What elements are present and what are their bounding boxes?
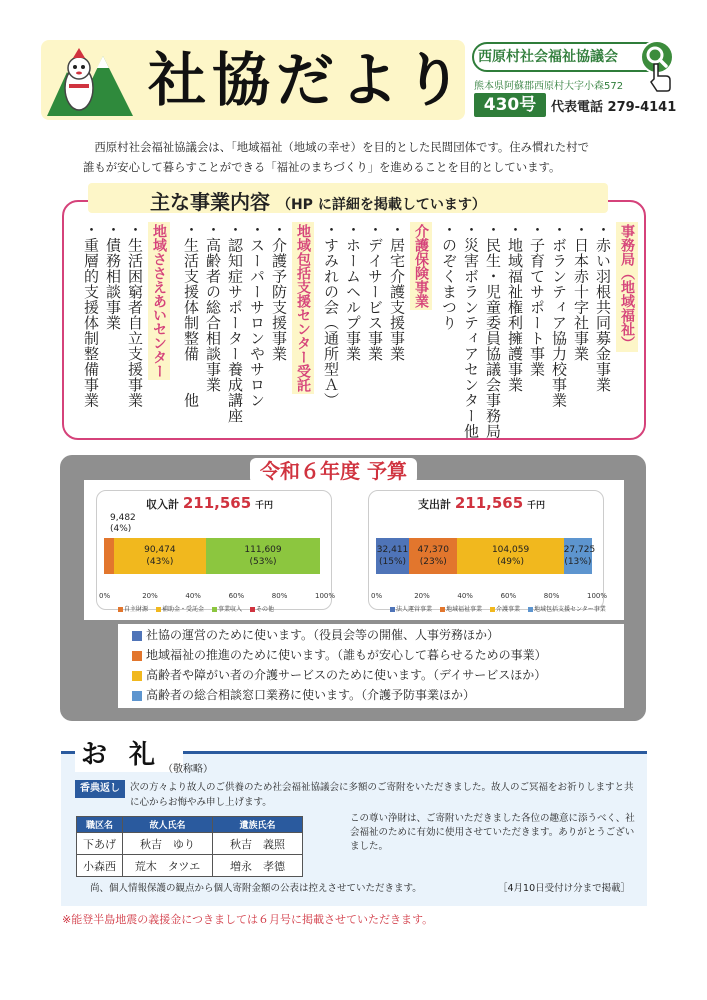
business-item: ・日本赤十字社事業 (572, 222, 590, 362)
legend-swatch (390, 607, 395, 612)
legend-label: 介護事業 (496, 606, 521, 613)
bar-pct-label: (23%) (419, 557, 447, 567)
table-cell: 秋吉 ゆり (123, 833, 213, 855)
business-item: ・地域福祉権利擁護事業 (506, 222, 524, 393)
group-heading-houkatsu: 地域包括支援センター受託 (292, 222, 314, 394)
business-item: ・すみれの会（通所型Ａ） (322, 222, 340, 408)
axis-tick-label: 20% (414, 592, 430, 600)
phone-number (551, 96, 676, 115)
income-total (146, 494, 273, 512)
koden-tag: 香典返し (75, 780, 125, 798)
column-header: 故人氏名 (123, 817, 213, 833)
income-total-value: 211,565 (182, 494, 252, 512)
legend-entry (440, 604, 482, 613)
intro-text (83, 137, 643, 177)
legend-swatch (528, 607, 533, 612)
org-name: 西原村社会福祉協議会 (478, 49, 618, 65)
business-item: ・デイサービス事業 (366, 222, 384, 362)
issue-number: 430号 (474, 93, 546, 117)
business-item: ・生活支援体制整備 他 (182, 222, 200, 408)
legend-label: 法人運営事業 (396, 606, 433, 613)
legend-swatch (118, 607, 123, 612)
legend-label: 地域福祉事業 (446, 606, 483, 613)
date-note: ［4月10日受付け分まで掲載］ (498, 883, 631, 894)
bar-segment (457, 538, 563, 574)
bar-data-label: 27,725 (563, 545, 596, 555)
bar-pct-label: (53%) (249, 557, 277, 567)
legend-label: 地域包括支援センター事業 (534, 606, 606, 613)
business-item: ・災害ボランティアセンター他 (462, 222, 480, 439)
budget-title: 令和６年度 予算 (250, 458, 417, 484)
business-item: ・高齢者の総合相談事業 (204, 222, 222, 393)
usage-text: 高齢者や障がい者の介護サービスのために使います。（デイサービスほか） (146, 668, 547, 682)
privacy-note: 尚、個人情報保護の観点から個人寄附金額の公表は控えさせていただきます。 (90, 883, 422, 894)
income-unit: 千円 (255, 501, 274, 511)
axis-tick-label: 100% (315, 592, 336, 600)
legend-entry (528, 604, 606, 613)
business-item: ・のぞくまつり (440, 222, 458, 331)
intro-line-1: 西原村社会福祉協議会は、「地域福祉（地域の幸せ）を目的とした民間団体です。住み慣れた村で (94, 140, 589, 154)
table-row (77, 855, 303, 877)
legend-label: その他 (256, 606, 275, 613)
table-cell: 増永 孝德 (213, 855, 303, 877)
legend-label: 自主財源 (124, 606, 149, 613)
thanks-side-text: この尊い浄財は、ご寄附いただきました各位の趣意に添うべく、社会福祉のために有効に使用させていただきます。ありがとうございました。 (350, 813, 635, 852)
intro-line-2: 誰もが安心して暮らすことができる「福祉のまちづくり」を進めることを目的としています。 (83, 160, 561, 174)
business-title-main: 主な事業内容 (150, 190, 270, 214)
business-item: ・生活困窮者自立支援事業 (126, 222, 144, 408)
donor-table (76, 816, 303, 877)
bar-data-label: 104,059 (491, 545, 530, 555)
table-cell: 荒木 タツエ (123, 855, 213, 877)
legend-swatch (490, 607, 495, 612)
table-row (77, 833, 303, 855)
expense-label: 支出計 (418, 498, 451, 511)
expense-total (418, 494, 545, 512)
bar-segment (114, 538, 206, 574)
business-item: ・重層的支援体制整備事業 (82, 222, 100, 408)
expense-unit: 千円 (527, 501, 546, 511)
table-cell: 小森西 (77, 855, 123, 877)
business-item: ・ボランティア協力校事業 (550, 222, 568, 408)
business-item: ・債務相談事業 (104, 222, 122, 331)
bar-data-label: 111,609 (244, 545, 282, 555)
usage-swatch (132, 651, 142, 661)
axis-tick-label: 0% (371, 592, 383, 600)
business-item: ・ホームヘルプ事業 (344, 222, 362, 362)
legend-swatch (156, 607, 161, 612)
business-item: ・居宅介護支援事業 (388, 222, 406, 362)
bar-data-label: 9,482 (110, 513, 136, 523)
bar-data-label: 90,474 (144, 545, 176, 555)
org-address: 熊本県阿蘇郡西原村大字小森572 (474, 81, 624, 92)
legend-swatch (212, 607, 217, 612)
axis-tick-label: 80% (271, 592, 288, 600)
legend-swatch (250, 607, 255, 612)
legend-entry (118, 604, 148, 613)
usage-text: 高齢者の総合相談窓口業務に使います。（介護予防事業ほか） (146, 688, 476, 702)
bar-data-label: 32,411 (376, 545, 409, 555)
axis-tick-label: 40% (185, 592, 201, 600)
footer-note: ※能登半島地震の義援金につきましては６月号に掲載させていただきます。 (62, 913, 434, 926)
business-item: ・民生・児童委員協議会事務局 (484, 222, 502, 439)
usage-swatch (132, 691, 142, 701)
business-item: ・スーパーサロンやサロン (248, 222, 266, 408)
axis-tick-label: 0% (99, 592, 111, 600)
axis-tick-label: 80% (543, 592, 560, 600)
bar-pct-label: (13%) (564, 557, 592, 567)
axis-tick-label: 60% (500, 592, 517, 600)
group-heading-jimukyoku: 事務局（地域福祉） (616, 222, 638, 352)
legend-label: 事業収入 (218, 606, 243, 613)
mascot-mountain-icon (45, 42, 135, 118)
bar-segment (409, 538, 457, 574)
group-heading-kaigo: 介護保険事業 (410, 222, 432, 310)
legend-entry (250, 604, 274, 613)
business-item: ・子育てサポート事業 (528, 222, 546, 377)
legend-label: 補助金・受託金 (162, 606, 205, 613)
legend-entry (212, 604, 242, 613)
axis-tick-label: 40% (457, 592, 473, 600)
thanks-text: 次の方々より故人のご供養のため社会福祉協議会に多額のご寄附をいただきました。故人のご冥福をお祈りしますと共に心からお悔やみ申し上げます。 (130, 782, 634, 808)
business-item: ・介護予防支援事業 (270, 222, 288, 362)
axis-tick-label: 100% (587, 592, 608, 600)
thanks-honorific-note: （敬称略） (163, 764, 213, 775)
legend-entry (390, 604, 432, 613)
thanks-heading: お礼 (75, 738, 183, 772)
usage-item (132, 666, 612, 684)
bar-pct-label: (43%) (146, 557, 174, 567)
bar-segment (563, 538, 596, 574)
table-cell: 下あげ (77, 833, 123, 855)
group-heading-sasaeai: 地域ささえあいセンター (148, 222, 170, 380)
business-title (150, 186, 486, 215)
usage-item (132, 626, 612, 644)
bar-pct-label: (4%) (110, 524, 132, 534)
bar-segment (104, 513, 136, 574)
table-header-row (77, 817, 303, 833)
column-header: 遺族氏名 (213, 817, 303, 833)
business-title-note: （HP に詳細を掲載しています） (276, 197, 486, 213)
phone-value: 279-4141 (607, 100, 677, 115)
column-header: 職区名 (77, 817, 123, 833)
bar-data-label: 47,370 (417, 545, 449, 555)
legend-entry (156, 604, 204, 613)
business-item: ・認知症サポーター養成講座 (226, 222, 244, 424)
newsletter-title: 社協だより (148, 46, 469, 114)
usage-swatch (132, 631, 142, 641)
hand-pointer-icon (648, 62, 672, 92)
legend-entry (490, 604, 520, 613)
usage-text: 社協の運営のために使います。（役員会等の開催、人事労務ほか） (146, 628, 500, 642)
phone-label: 代表電話 (551, 100, 604, 115)
usage-text: 地域福祉の推進のために使います。（誰もが安心して暮らせるための事業） (146, 648, 547, 662)
income-label: 収入計 (146, 498, 179, 511)
usage-item (132, 646, 612, 664)
bar-pct-label: (15%) (379, 557, 407, 567)
axis-tick-label: 60% (228, 592, 245, 600)
expense-total-value: 211,565 (454, 494, 524, 512)
bar-segment (206, 538, 320, 574)
bar-pct-label: (49%) (497, 557, 525, 567)
legend-swatch (440, 607, 445, 612)
usage-item (132, 686, 612, 704)
business-item: ・赤い羽根共同募金事業 (594, 222, 612, 393)
axis-tick-label: 20% (142, 592, 158, 600)
usage-swatch (132, 671, 142, 681)
table-cell: 秋吉 義照 (213, 833, 303, 855)
bar-segment (376, 538, 409, 574)
